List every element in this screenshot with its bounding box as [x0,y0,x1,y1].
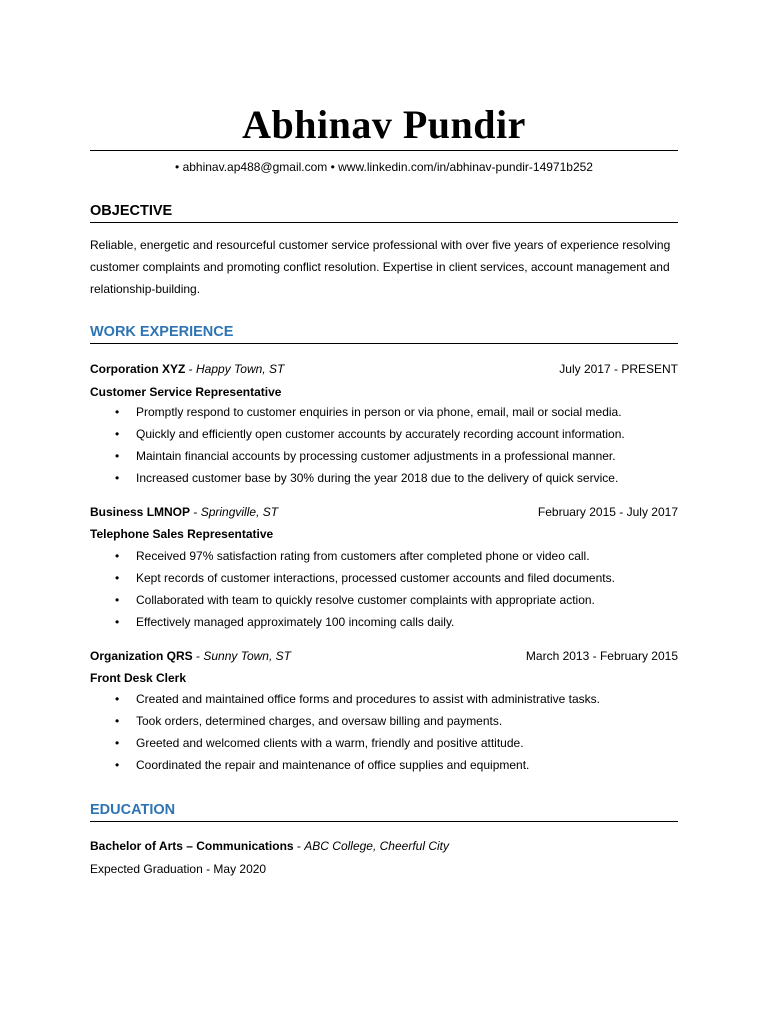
bullet-text: Collaborated with team to quickly resolve customer complaints with appropriate action. [136,593,595,607]
bullet-text: Created and maintained office forms and procedures to assist with administrative tasks. [136,692,601,706]
bullet-dot: • [115,571,120,585]
bullet-text: Coordinated the repair and maintenance of office supplies and equipment. [136,758,530,772]
bullet-dot: • [115,714,120,728]
job-header [90,361,678,377]
job-title: Customer Service Representative [90,385,282,399]
bullet-text: Took orders, determined charges, and oversaw billing and payments. [136,714,503,728]
job-org: Business LMNOP [90,505,191,519]
bullet-dot: • [115,615,120,629]
bullet-dot: • [115,692,120,706]
job-location: Happy Town, ST [196,362,285,376]
work-experience-heading: WORK EXPERIENCE [90,324,234,340]
bullet-text: Greeted and welcomed clients with a warm, friendly and positive attitude. [136,736,524,750]
education-school: ABC College, Cheerful City [304,839,449,853]
bullet-text: Maintain financial accounts by processing customer adjustments in a professional manner. [136,449,616,463]
bullet-text: Received 97% satisfaction rating from customers after completed phone or video call. [136,549,590,563]
job-separator: - [190,505,201,519]
job-title: Telephone Sales Representative [90,527,274,541]
job-header [90,648,678,664]
bullet-text: Effectively managed approximately 100 incoming calls daily. [136,615,455,629]
contact-line: • abhinav.ap488@gmail.com • www.linkedin.com/in/abhinav-pundir-14971b252 [175,160,593,174]
bullet-dot: • [115,758,120,772]
education-separator: - [293,839,305,853]
bullet-dot: • [115,471,120,485]
objective-heading: OBJECTIVE [90,203,173,219]
job-dates: February 2015 - July 2017 [537,505,678,519]
education-graduation: Expected Graduation - May 2020 [90,862,267,876]
job-dates: March 2013 - February 2015 [525,649,678,663]
bullet-dot: • [115,405,120,419]
job-org: Organization QRS [90,649,193,663]
education-divider [90,821,678,822]
job-location: Sunny Town, ST [203,649,291,663]
job-title: Front Desk Clerk [90,671,187,685]
bullet-dot: • [115,593,120,607]
objective-divider [90,222,678,223]
candidate-name: Abhinav Pundir [242,102,526,147]
work-experience-divider [90,343,678,344]
job-org: Corporation XYZ [90,362,186,376]
bullet-text: Increased customer base by 30% during the year 2018 due to the delivery of quick service. [136,471,619,485]
education-heading: EDUCATION [90,802,176,818]
bullet-dot: • [115,449,120,463]
job-location: Springville, ST [200,505,279,519]
bullet-text: Quickly and efficiently open customer accounts by accurately recording account information. [136,427,625,441]
objective-text: Reliable, energetic and resourceful customer service professional with over five years of experience resolving customer complaints and promoting conflict resolution. Expertise in client services, account management and relationship-building. [90,238,671,296]
job-separator: - [185,362,197,376]
job-separator: - [192,649,204,663]
job-dates: July 2017 - PRESENT [559,362,678,376]
bullet-dot: • [115,736,120,750]
job-header [90,504,678,520]
bullet-text: Promptly respond to customer enquiries in person or via phone, email, mail or social media. [136,405,622,419]
name-divider [90,150,678,151]
education-degree-line [90,838,678,854]
bullet-text: Kept records of customer interactions, processed customer accounts and filed documents. [136,571,615,585]
bullet-dot: • [115,427,120,441]
education-degree: Bachelor of Arts – Communications [90,839,294,853]
bullet-dot: • [115,549,120,563]
